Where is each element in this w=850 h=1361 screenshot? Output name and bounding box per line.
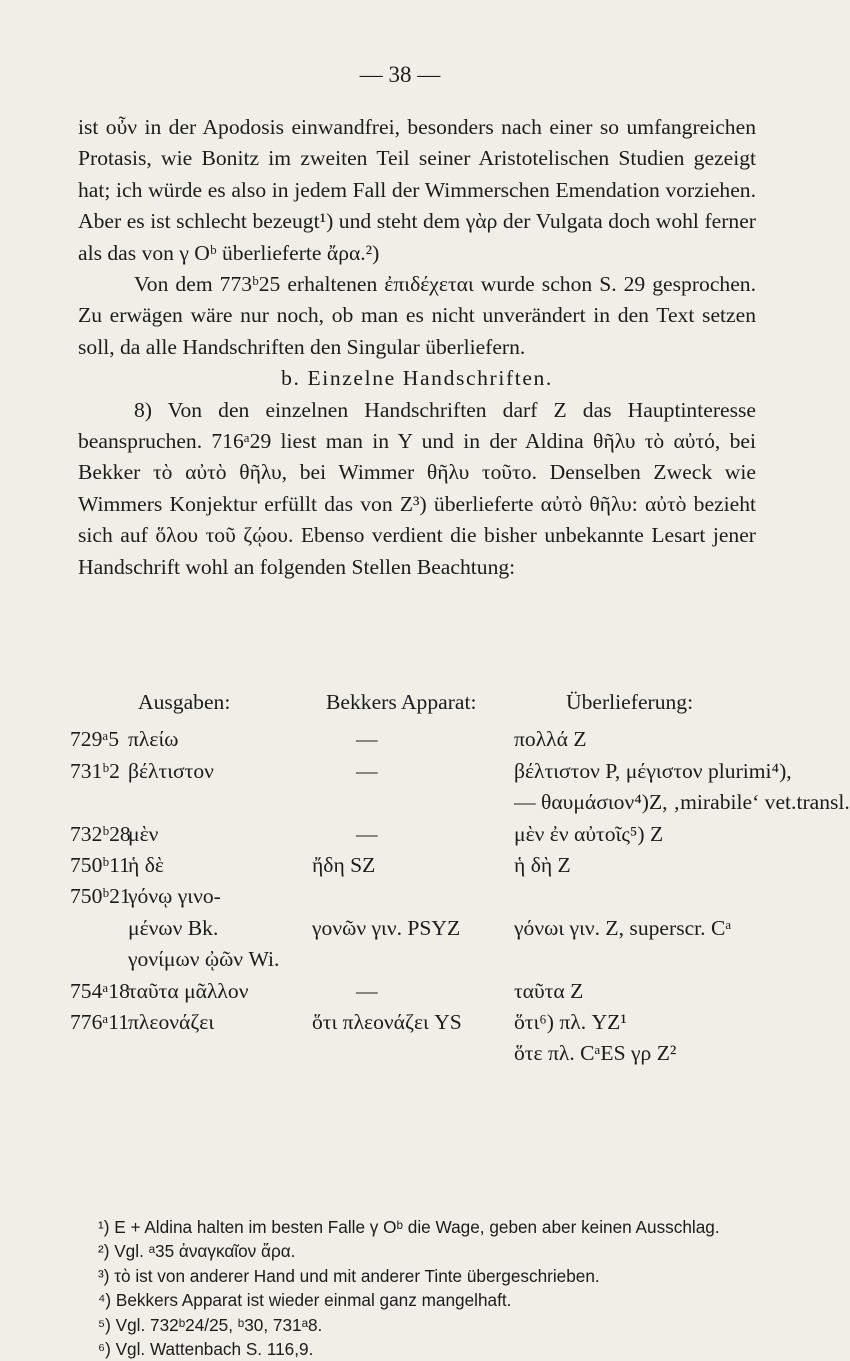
table-row [70,727,770,758]
table-row [70,1010,770,1041]
cell-tradition: ὅτε πλ. CᵃES γρ Z² [514,1041,677,1066]
variants-table [70,690,850,1073]
cell-tradition: γόνωι γιν. Z, superscr. Cᵃ [514,915,732,940]
footnote-4: ⁴) Bekkers Apparat ist wieder einmal ganz mangelhaft. [98,1290,512,1311]
table-header-row [70,690,770,721]
cell-bekker: — [356,821,378,846]
section-heading: b. Einzelne Handschriften. [281,366,553,391]
table-row [70,790,850,821]
cell-tradition: ὅτι⁶) πλ. YZ¹ [514,1009,627,1034]
main-text [78,112,756,583]
cell-edition: ταῦτα μᾶλλον [128,978,249,1003]
table-row [70,884,770,915]
table-row [70,1041,770,1072]
cell-locus: 732ᵇ28 [70,821,131,846]
paragraph-1: ist οὖν in der Apodosis einwandfrei, besonders nach einer so umfangreichen Protasis, wie Bonitz im zweiten Teil seiner Aristotelischen Studien gezeigt hat; ich würde es also in jedem Fall der Wimmerschen Emendation vorziehen. Aber es ist schlecht bezeugt¹) und steht dem γὰρ der Vulgata doch wohl ferner als das von γ Oᵇ überlieferte ἄρα.²) [78,115,756,265]
cell-bekker: ὅτι πλεονάζει YS [312,1009,462,1034]
cell-tradition: μὲν ἐν αὐτοῖς⁵) Z [514,821,664,846]
cell-edition: μὲν [128,821,159,846]
table-row [70,916,770,947]
cell-edition: πλεονάζει [128,1009,215,1034]
footnote-3: ³) τὸ ist von anderer Hand und mit anderer Tinte übergeschrieben. [98,1265,600,1286]
footnote-6: ⁶) Vgl. Wattenbach S. 116,9. [98,1339,314,1360]
cell-tradition: ἡ δὴ Z [514,852,571,877]
cell-locus: 729ᵃ5 [70,727,120,752]
table-row [70,758,792,790]
cell-edition: γονίμων ᾠῶν Wi. [128,947,280,972]
cell-bekker: — [356,978,378,1003]
table-row [70,853,770,884]
paragraph-2: Von dem 773ᵇ25 erhaltenen ἐπιδέχεται wurde schon S. 29 gesprochen. Zu erwägen wäre nur noch, ob man es nicht unverändert in den Text setzen soll, da alle Handschriften den Singular überliefern. [78,272,756,359]
table-row [70,947,770,978]
table-row [70,979,770,1010]
header-ueberlieferung: Überlieferung: [566,690,694,714]
cell-bekker: ἤδη SZ [312,852,376,877]
cell-edition: γόνῳ γινο- [128,884,221,909]
paragraph-3: 8) Von den einzelnen Handschriften darf Z das Hauptinteresse beanspruchen. 716ᵃ29 liest man in Y und in der Aldina θῆλυ τὸ αὐτό, bei Bekker τὸ αὐτὸ θῆλυ, bei Wimmer θῆλυ τοῦτο. Denselben Zweck wie Wimmers Konjektur erfüllt das von Z³) überlieferte αὐτὸ θῆλυ: αὐτὸ bezieht sich auf ὅλου τοῦ ζῴου. Ebenso verdient die bisher unbekannte Lesart jener Handschrift wohl an folgenden Stellen Beachtung: [78,397,756,579]
footnotes [78,1215,758,1361]
cell-tradition: — θαυμάσιον⁴)Z, ‚mirabile‘ vet.transl. [514,790,850,815]
page-number: — 38 — [359,62,441,87]
header-ausgaben: Ausgaben: [138,690,231,714]
cell-bekker: — [356,727,378,752]
cell-bekker: γονῶν γιν. PSYZ [312,915,461,940]
cell-bekker: — [356,758,378,783]
cell-edition: πλείω [128,727,179,752]
cell-locus: 754ᵃ18 [70,978,130,1003]
cell-locus: 750ᵇ11 [70,852,130,877]
table-row [70,822,770,853]
footnote-2: ²) Vgl. ᵃ35 ἀναγκαῖον ἄρα. [98,1241,296,1262]
cell-tradition: ταῦτα Z [514,978,584,1003]
header-bekker: Bekkers Apparat: [326,690,477,714]
cell-edition: μένων Bk. [128,915,219,940]
footnote-1: ¹) E + Aldina halten im besten Falle γ Oᵇ die Wage, geben aber keinen Ausschlag. [98,1217,720,1237]
cell-locus: 750ᵇ21 [70,884,131,909]
cell-locus: 731ᵇ2 [70,758,120,783]
cell-tradition: πολλά Z [514,727,587,752]
cell-locus: 776ᵃ11 [70,1009,130,1034]
cell-edition: ἡ δὲ [128,852,164,877]
cell-tradition: βέλτιστον P, μέγιστον plurimi⁴), [514,758,792,783]
footnote-5: ⁵) Vgl. 732ᵇ24/25, ᵇ30, 731ᵃ8. [98,1314,323,1335]
cell-edition: βέλτιστον [128,758,214,783]
